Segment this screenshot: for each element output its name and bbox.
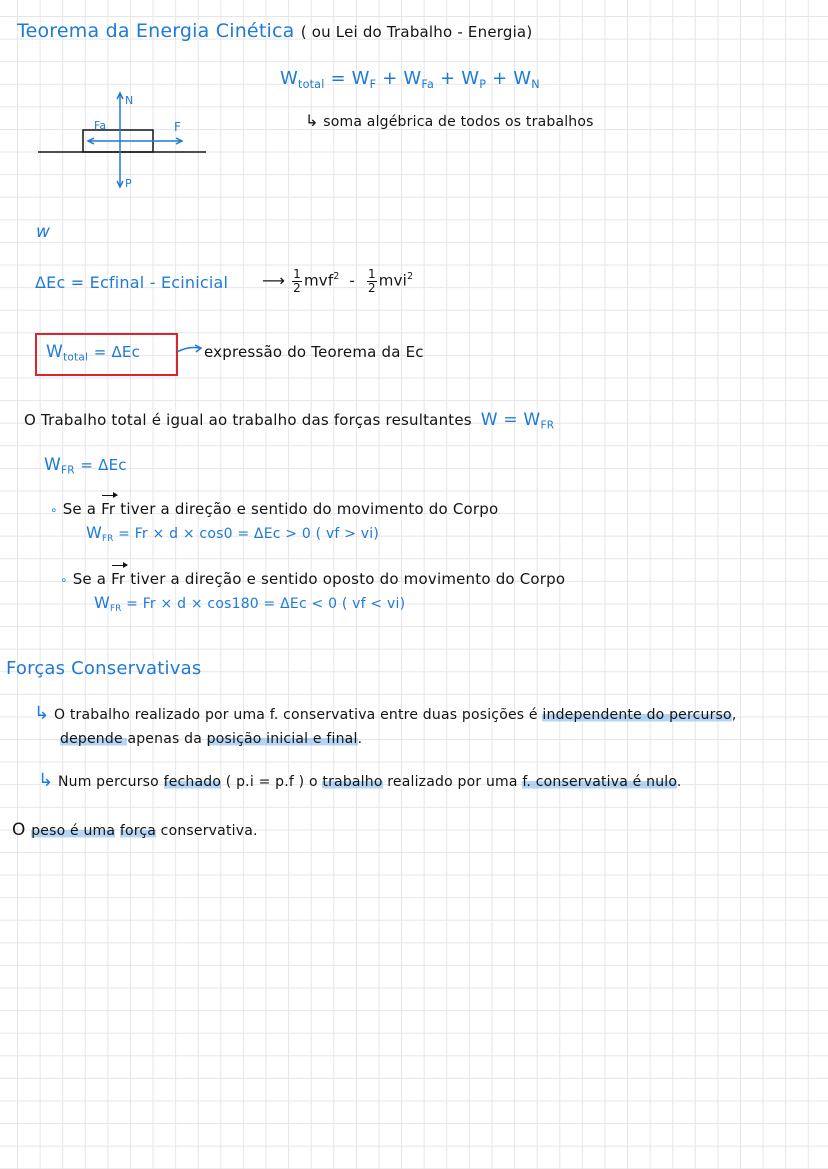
vector-fr: Fr bbox=[101, 500, 116, 518]
label-friction: Fa bbox=[94, 119, 107, 132]
resultant-formula: $W = W_{FR}$ bbox=[480, 410, 555, 432]
return-arrow-icon: ↳ bbox=[305, 111, 319, 130]
work-sum-formula: $W_{total} = W_F + W_{Fa} + W_P + W_N$ bbox=[280, 68, 540, 91]
return-arrow-icon: ↳ bbox=[34, 703, 50, 724]
label-normal: N bbox=[125, 94, 134, 107]
arrow-to-note-icon bbox=[176, 344, 206, 356]
delta-ec-definition: ΔEc = Ecfinal - Ecinicial bbox=[35, 273, 229, 292]
conservative-point-1-line-2: depende apenas da posição inicial e final. bbox=[60, 731, 363, 747]
theorem-formula: $W_{total} = \Delta Ec$ bbox=[46, 342, 141, 364]
return-arrow-icon: ↳ bbox=[38, 770, 54, 791]
conservative-final-statement: O peso é uma força conservativa. bbox=[12, 820, 258, 840]
work-sum-note: ↳ soma algébrica de todos os trabalhos bbox=[305, 111, 594, 130]
label-force: F bbox=[174, 120, 181, 134]
title-aside: ( ou Lei do Trabalho - Energia) bbox=[300, 23, 533, 41]
theorem-note: expressão do Teorema da Ec bbox=[204, 343, 424, 361]
stray-mark: w bbox=[36, 222, 51, 242]
title-main: Teorema da Energia Cinética bbox=[17, 20, 295, 42]
case-2-formula: $W_{FR} = Fr \times d \times \cos 180 = \Delta Ec < 0$ ( vf < vi) bbox=[94, 593, 406, 615]
bullet-icon: ∘ bbox=[50, 503, 58, 517]
fraction-half: $\frac{1}{2}$ bbox=[367, 267, 376, 295]
wfr-equals-delta-ec: $W_{FR} = \Delta Ec$ bbox=[44, 455, 127, 477]
conservative-point-2: ↳ Num percurso fechado ( p.i = p.f ) o trabalho realizado por uma f. conservativa é nulo. bbox=[38, 770, 682, 791]
resultant-statement: O Trabalho total é igual ao trabalho das forças resultantes $W = W_{FR}$ bbox=[24, 410, 555, 432]
label-weight: P bbox=[125, 177, 132, 190]
vector-fr: Fr bbox=[111, 570, 126, 588]
case-1-formula: $W_{FR} = Fr \times d \times \cos 0 = \Delta Ec > 0$ ( vf > vi) bbox=[86, 523, 380, 545]
right-arrow-icon: ⟶ bbox=[262, 271, 286, 291]
delta-ec-expansion: ⟶ $\frac{1}{2}$ mvf$^2$ - $\frac{1}{2}$ mvi$^2$ bbox=[262, 267, 414, 295]
section-heading-conservative-forces: Forças Conservativas bbox=[6, 658, 202, 679]
case-1-condition: ∘ Se a Fr tiver a direção e sentido do movimento do Corpo bbox=[50, 500, 499, 518]
fraction-half: $\frac{1}{2}$ bbox=[293, 267, 301, 295]
bullet-icon: ∘ bbox=[60, 573, 68, 587]
case-2-condition: ∘ Se a Fr tiver a direção e sentido oposto do movimento do Corpo bbox=[60, 570, 566, 588]
conservative-point-1: ↳ O trabalho realizado por uma f. conservativa entre duas posições é independente do percurso, bbox=[34, 703, 737, 724]
